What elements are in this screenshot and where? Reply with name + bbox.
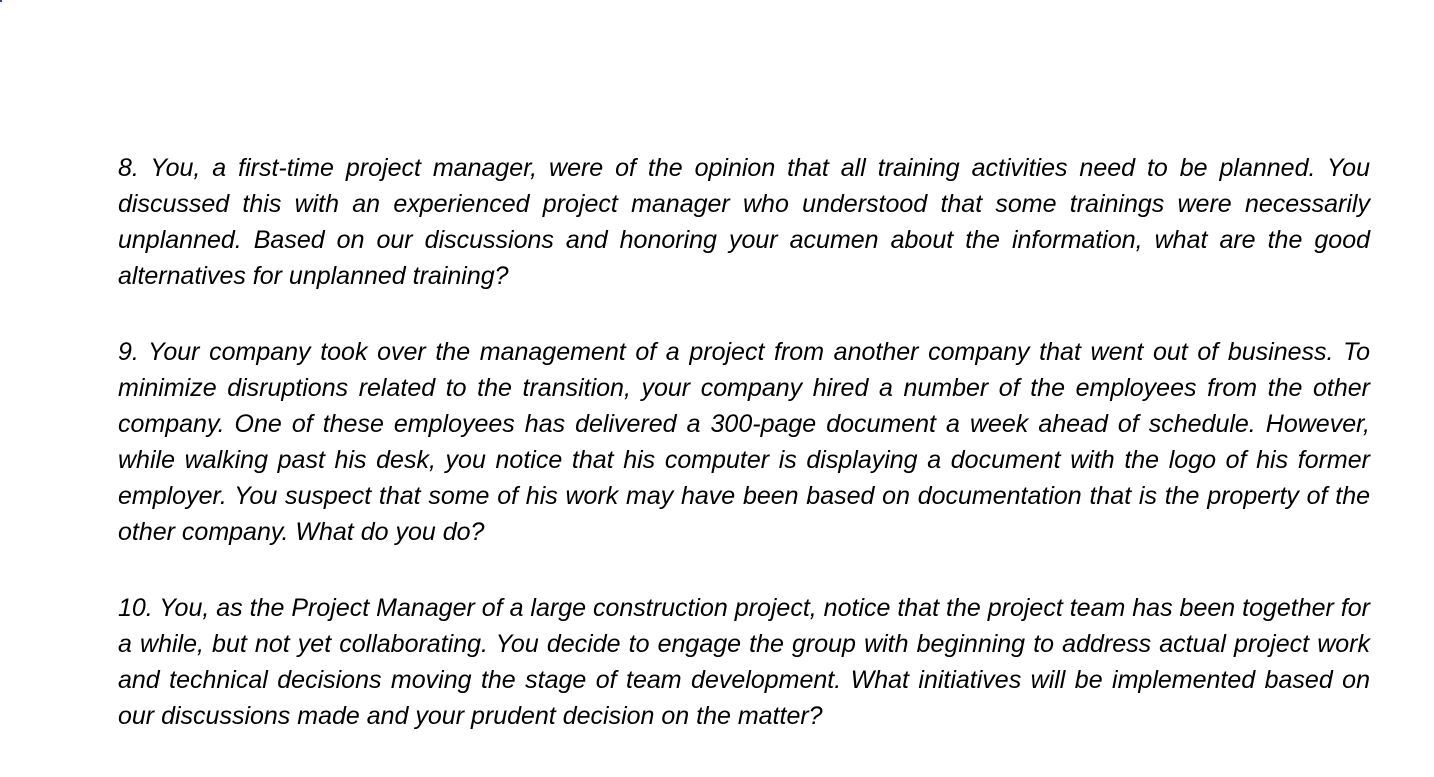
- question-list: [118, 150, 1370, 734]
- question-9: 9. Your company took over the management of a project from another company that went out of business. To minimize disruptions related to the transition, your company hired a number of the employees from the other company. One of these employees has delivered a 300-page document a week ahead of schedule. However, while walking past his desk, you notice that his computer is displaying a document with the logo of his former employer. You suspect that some of his work may have been based on documentation that is the property of the other company. What do you do?: [118, 338, 1370, 546]
- corner-mark: [0, 0, 2, 2]
- question-8: 8. You, a first-time project manager, were of the opinion that all training activities need to be planned. You discussed this with an experienced project manager who understood that some trainings were necessarily unplanned. Based on our discussions and honoring your acumen about the information, what are the good alternatives for unplanned training?: [118, 154, 1370, 290]
- question-10: 10. You, as the Project Manager of a large construction project, notice that the project team has been together for a while, but not yet collaborating. You decide to engage the group with beginning to address actual project work and technical decisions moving the stage of team development. What initiatives will be implemented based on our discussions made and your prudent decision on the matter?: [118, 594, 1370, 730]
